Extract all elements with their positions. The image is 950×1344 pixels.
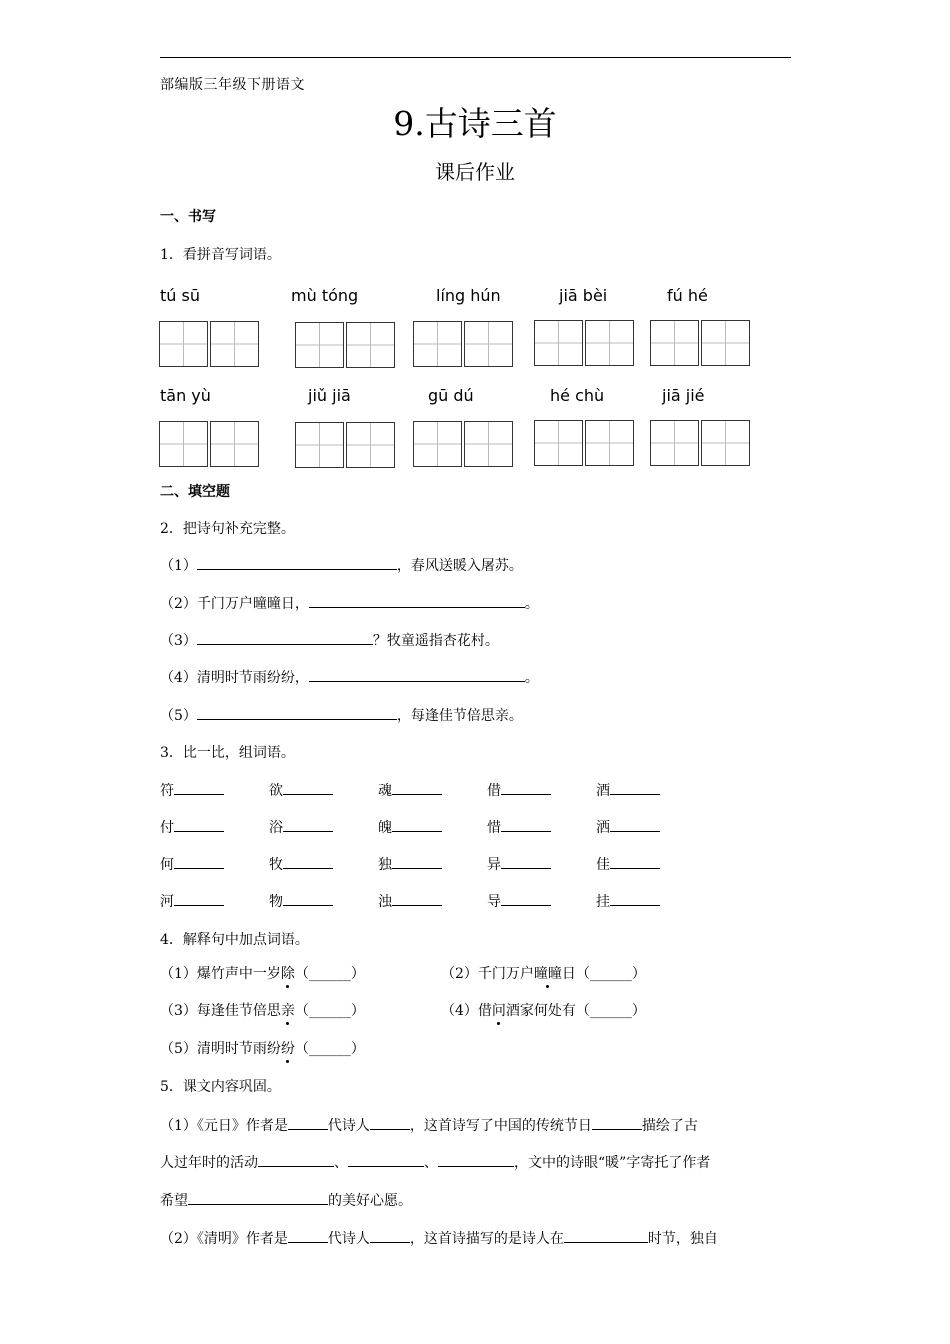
grid-cell[interactable]: [650, 420, 699, 466]
word-item: 欲: [269, 780, 333, 800]
answer-blank[interactable]: [197, 705, 397, 720]
grid-cell[interactable]: [650, 320, 699, 366]
poem-text: 清明时节雨纷纷，: [196, 670, 309, 686]
word-item: 挂: [596, 891, 660, 911]
word-item: 导: [487, 891, 551, 911]
answer-blank[interactable]: [288, 1115, 328, 1130]
answer-blank[interactable]: [501, 780, 551, 795]
paragraph-line: （2）《清明》作者是 代诗人 ，这首诗描写的是诗人在 时节，独自: [160, 1228, 792, 1248]
explain-item: （2）千门万户曈曈日（______）: [441, 963, 646, 983]
pinyin-label: jiā bèi: [559, 286, 608, 305]
writing-grid[interactable]: [159, 321, 259, 367]
answer-blank[interactable]: [174, 780, 224, 795]
grid-cell[interactable]: [295, 322, 344, 368]
pinyin-label: líng hún: [436, 286, 501, 305]
word-item: 借: [487, 780, 551, 800]
poem-fill-line: [160, 593, 539, 613]
poem-fill-line: [160, 555, 523, 575]
page-title: 9.古诗三首: [393, 104, 557, 143]
grid-cell[interactable]: [159, 421, 208, 467]
grid-cell[interactable]: [464, 321, 513, 367]
answer-paren[interactable]: （______）: [294, 1003, 365, 1019]
writing-grid[interactable]: [295, 422, 395, 468]
paragraph-line: 希望 的美好心愿。: [160, 1190, 792, 1210]
poem-text: ，每逢佳节倍思亲。: [396, 708, 523, 724]
writing-grid[interactable]: [650, 420, 750, 466]
answer-blank[interactable]: [501, 817, 551, 832]
top-rule: [160, 57, 791, 58]
dotted-word: 除: [281, 963, 295, 983]
word-item: 独: [378, 854, 442, 874]
pinyin-label: tú sū: [160, 286, 200, 305]
writing-grid[interactable]: [295, 322, 395, 368]
word-item: 异: [487, 854, 551, 874]
item-number: （4）: [160, 670, 197, 686]
answer-paren[interactable]: （______）: [294, 966, 365, 982]
paragraph-line: （1）《元日》作者是 代诗人 ，这首诗写了中国的传统节日 描绘了古: [160, 1115, 792, 1135]
answer-blank[interactable]: [610, 780, 660, 795]
grid-cell[interactable]: [701, 420, 750, 466]
explain-item: （1）爆竹声中一岁除（______）: [160, 963, 365, 983]
grid-cell[interactable]: [534, 420, 583, 466]
answer-blank[interactable]: [392, 817, 442, 832]
answer-blank[interactable]: [564, 1228, 648, 1243]
pinyin-label: jiǔ jiā: [308, 386, 351, 405]
answer-blank[interactable]: [392, 854, 442, 869]
pinyin-label: fú hé: [667, 286, 708, 305]
answer-blank[interactable]: [197, 555, 397, 570]
grid-cell[interactable]: [585, 420, 634, 466]
dotted-word: 亲: [281, 1000, 295, 1020]
grid-cell[interactable]: [159, 321, 208, 367]
pinyin-label: gū dú: [428, 386, 474, 405]
section-heading-fill-blank: 二、填空题: [160, 484, 230, 500]
grid-cell[interactable]: [295, 422, 344, 468]
writing-grid[interactable]: [534, 420, 634, 466]
item-number: （2）: [160, 596, 197, 612]
answer-blank[interactable]: [174, 854, 224, 869]
word-item: 浴: [269, 817, 333, 837]
answer-blank[interactable]: [288, 1228, 328, 1243]
question-2-prompt: 2．把诗句补充完整。: [160, 521, 295, 537]
word-item: 佳: [596, 854, 660, 874]
answer-blank[interactable]: [309, 593, 525, 608]
header-label: 部编版三年级下册语文: [160, 77, 305, 93]
answer-blank[interactable]: [610, 891, 660, 906]
answer-blank[interactable]: [188, 1190, 328, 1205]
answer-blank[interactable]: [283, 891, 333, 906]
grid-cell[interactable]: [413, 421, 462, 467]
word-item: 何: [160, 854, 224, 874]
answer-blank[interactable]: [501, 854, 551, 869]
word-item: 物: [269, 891, 333, 911]
paragraph-line: 人过年时的活动 、 、 ，文中的诗眼“暖”字寄托了作者: [160, 1152, 792, 1172]
answer-blank[interactable]: [370, 1115, 410, 1130]
answer-blank[interactable]: [348, 1152, 424, 1167]
poem-text: ？牧童遥指杏花村。: [372, 633, 499, 649]
grid-cell[interactable]: [413, 321, 462, 367]
question-1-prompt: 1．看拼音写词语。: [160, 247, 281, 263]
pinyin-label: hé chù: [550, 386, 605, 405]
grid-cell[interactable]: [346, 422, 395, 468]
answer-blank[interactable]: [283, 780, 333, 795]
answer-paren[interactable]: （______）: [575, 1003, 646, 1019]
word-item: 符: [160, 780, 224, 800]
answer-paren[interactable]: （______）: [575, 966, 646, 982]
grid-cell[interactable]: [701, 320, 750, 366]
answer-blank[interactable]: [283, 854, 333, 869]
pinyin-label: jiā jié: [662, 386, 705, 405]
item-number: （5）: [160, 708, 197, 724]
writing-grid[interactable]: [159, 421, 259, 467]
word-item: 魄: [378, 817, 442, 837]
word-item: 浊: [378, 891, 442, 911]
explain-item: （5）清明时节雨纷纷（______）: [160, 1038, 365, 1058]
question-3-prompt: 3．比一比，组词语。: [160, 745, 295, 761]
writing-grid[interactable]: [413, 321, 513, 367]
word-item: 洒: [596, 817, 660, 837]
explain-item: （3）每逢佳节倍思亲（______）: [160, 1000, 365, 1020]
word-item: 魂: [378, 780, 442, 800]
grid-cell[interactable]: [210, 321, 259, 367]
word-item: 河: [160, 891, 224, 911]
pinyin-label: tān yù: [160, 386, 211, 405]
answer-blank[interactable]: [392, 780, 442, 795]
poem-fill-line: [160, 705, 523, 725]
grid-cell[interactable]: [534, 320, 583, 366]
answer-blank[interactable]: [283, 817, 333, 832]
grid-cell[interactable]: [210, 421, 259, 467]
answer-blank[interactable]: [309, 667, 525, 682]
answer-blank[interactable]: [501, 891, 551, 906]
dotted-word: 问: [492, 1000, 506, 1020]
dotted-word: 纷: [281, 1038, 295, 1058]
poem-text: 。: [524, 596, 539, 612]
item-number: （3）: [160, 633, 197, 649]
item-number: （1）: [160, 558, 197, 574]
answer-blank[interactable]: [174, 817, 224, 832]
word-item: 牧: [269, 854, 333, 874]
poem-fill-line: [160, 667, 539, 687]
poem-text: 千门万户曈曈日，: [196, 596, 309, 612]
question-5-prompt: 5．课文内容巩固。: [160, 1079, 281, 1095]
answer-blank[interactable]: [610, 854, 660, 869]
writing-grid[interactable]: [413, 421, 513, 467]
writing-grid[interactable]: [650, 320, 750, 366]
question-4-prompt: 4．解释句中加点词语。: [160, 932, 309, 948]
word-item: 惜: [487, 817, 551, 837]
grid-cell[interactable]: [464, 421, 513, 467]
dotted-word: 曈曈: [534, 963, 562, 983]
answer-blank[interactable]: [197, 630, 373, 645]
answer-blank[interactable]: [174, 891, 224, 906]
answer-paren[interactable]: （______）: [294, 1041, 365, 1057]
writing-grid[interactable]: [534, 320, 634, 366]
explain-item: （4）借问酒家何处有（______）: [441, 1000, 646, 1020]
poem-text: 。: [524, 670, 539, 686]
pinyin-label: mù tóng: [291, 286, 359, 305]
grid-cell[interactable]: [346, 322, 395, 368]
answer-blank[interactable]: [438, 1152, 514, 1167]
answer-blank[interactable]: [592, 1115, 642, 1130]
section-heading-writing: 一、书写: [160, 209, 216, 225]
page-subtitle: 课后作业: [435, 160, 515, 184]
poem-fill-line: [160, 630, 499, 650]
answer-blank[interactable]: [610, 817, 660, 832]
answer-blank[interactable]: [370, 1228, 410, 1243]
poem-text: ，春风送暖入屠苏。: [396, 558, 523, 574]
word-item: 付: [160, 817, 224, 837]
answer-blank[interactable]: [258, 1152, 334, 1167]
grid-cell[interactable]: [585, 320, 634, 366]
answer-blank[interactable]: [392, 891, 442, 906]
word-item: 酒: [596, 780, 660, 800]
